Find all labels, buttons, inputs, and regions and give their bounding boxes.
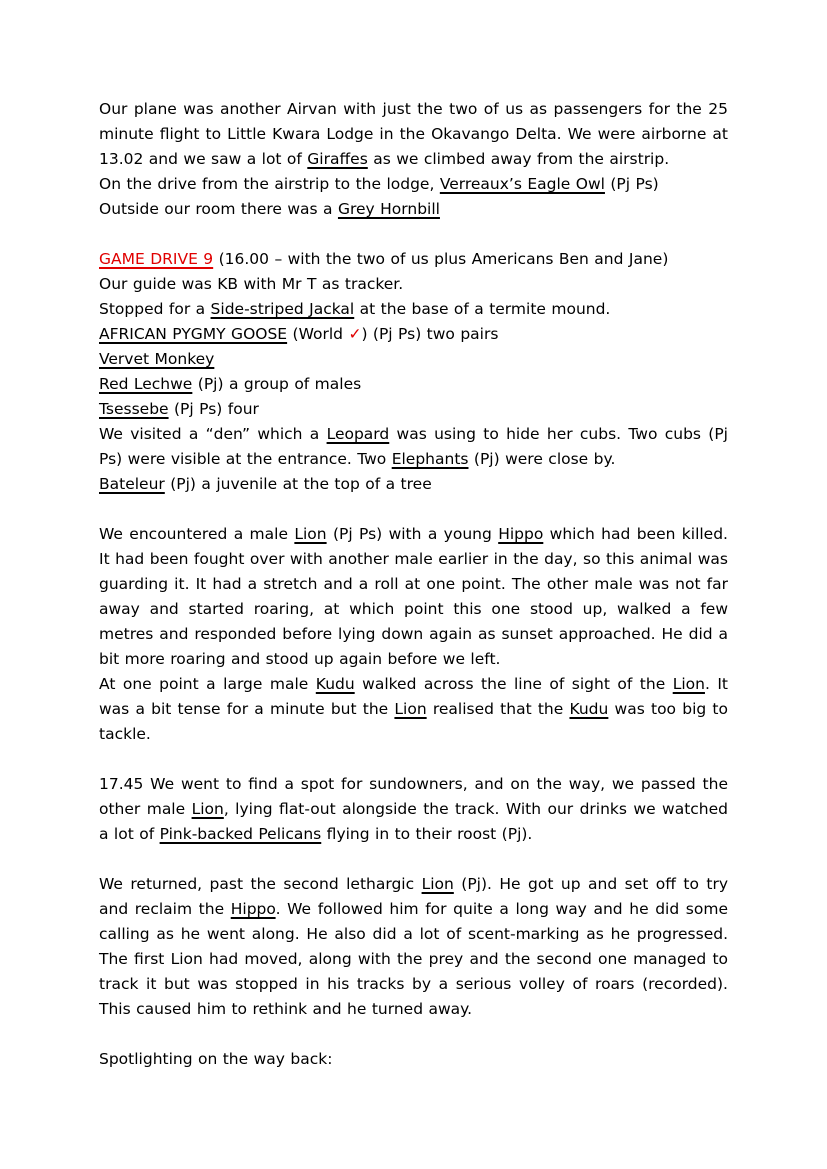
species-pink-backed-pelicans: Pink-backed Pelicans (159, 825, 322, 843)
text-run: At one point a large male (99, 675, 316, 693)
species-african-pygmy-goose: AFRICAN PYGMY GOOSE (99, 325, 288, 343)
text-run: 17.45 We went to find a spot for sundowners, and on the way, we passed the other male (99, 775, 728, 818)
text-run: (Pj) a group of males (192, 375, 362, 393)
species-lion: Lion (394, 700, 427, 718)
para-arrival-flight (99, 97, 728, 172)
para-kudu-lion (99, 672, 728, 747)
species-leopard: Leopard (326, 425, 390, 443)
text-run: was using to hide her cubs. Two cubs (Pj Ps) were visible at the entrance. Two (99, 425, 728, 468)
species-grey-hornbill: Grey Hornbill (337, 200, 440, 218)
species-kudu: Kudu (569, 700, 609, 718)
text-run: (Pj Ps) with a young (326, 525, 499, 543)
text-run: at the base of a termite mound. (354, 300, 611, 318)
line-drive-to-lodge (99, 172, 728, 197)
text-run: (Pj Ps) four (168, 400, 259, 418)
species-lion: Lion (294, 525, 327, 543)
text-run: walked across the line of sight of the (354, 675, 673, 693)
blank-line-4 (99, 847, 728, 872)
species-lion: Lion (672, 675, 705, 693)
line-african-pygmy-goose (99, 322, 728, 347)
text-run: , lying flat-out alongside the track. With our drinks we watched a lot of (99, 800, 728, 843)
text-run: Our plane was another Airvan with just the two of us as passengers for the 25 minute flight to Little Kwara Lodge in the Okavango Delta. We were airborne at 13.02 and we saw a lot of (99, 100, 728, 168)
species-giraffes: Giraffes (307, 150, 368, 168)
species-lion: Lion (421, 875, 454, 893)
species-lion: Lion (191, 800, 224, 818)
text-run: Outside our room there was a (99, 200, 338, 218)
line-tsessebe (99, 397, 728, 422)
text-run: (World (287, 325, 349, 343)
para-return-lion (99, 872, 728, 1022)
species-side-striped-jackal: Side-striped Jackal (210, 300, 355, 318)
blank-line-2 (99, 497, 728, 522)
text-run: (Pj) a juvenile at the top of a tree (164, 475, 432, 493)
para-sundowners (99, 772, 728, 847)
species-verreauxs-eagle-owl: Verreaux’s Eagle Owl (439, 175, 605, 193)
text-run: realised that the (426, 700, 570, 718)
species-elephants: Elephants (391, 450, 469, 468)
line-guide (99, 272, 728, 297)
text-run: was too big to tackle. (99, 700, 728, 743)
species-red-lechwe: Red Lechwe (99, 375, 193, 393)
species-bateleur: Bateleur (99, 475, 165, 493)
blank-line-1 (99, 222, 728, 247)
species-vervet-monkey: Vervet Monkey (99, 350, 215, 368)
text-run: Our guide was KB with Mr T as tracker. (99, 275, 404, 293)
red-checkmark-icon: ✓ (348, 325, 362, 343)
text-run: Spotlighting on the way back: (99, 1050, 333, 1068)
text-run: which had been killed. It had been fought over with another male earlier in the day, so this animal was guarding it. It had a stretch and a roll at one point. The other male was not far away and started roaring, at which point this one stood up, walked a few metres and responded before lying down again as sunset approached. He did a bit more roaring and stood up again before we left. (99, 525, 728, 668)
line-bateleur (99, 472, 728, 497)
text-run: as we climbed away from the airstrip. (367, 150, 670, 168)
line-grey-hornbill (99, 197, 728, 222)
species-tsessebe: Tsessebe (99, 400, 169, 418)
line-spotlighting (99, 1047, 728, 1072)
text-run: (16.00 – with the two of us plus Americans Ben and Jane) (213, 250, 669, 268)
species-hippo: Hippo (498, 525, 544, 543)
line-vervet-monkey (99, 347, 728, 372)
text-run: ) (Pj Ps) two pairs (361, 325, 499, 343)
text-run: We encountered a male (99, 525, 295, 543)
text-run: (Pj Ps) (604, 175, 659, 193)
blank-line-5 (99, 1022, 728, 1047)
para-leopard-den (99, 422, 728, 472)
game-drive-9-heading: GAME DRIVE 9 (99, 250, 214, 268)
text-run: (Pj) were close by. (468, 450, 616, 468)
text-run: (Pj). He got up and set off to try and reclaim the (99, 875, 729, 918)
species-kudu: Kudu (315, 675, 355, 693)
text-run: We returned, past the second lethargic (99, 875, 422, 893)
text-run: . It was a bit tense for a minute but the (99, 675, 728, 718)
text-run: On the drive from the airstrip to the lodge, (99, 175, 440, 193)
text-run: Stopped for a (99, 300, 211, 318)
blank-line-3 (99, 747, 728, 772)
para-lion-hippo-kill (99, 522, 728, 672)
species-hippo: Hippo (230, 900, 276, 918)
text-run: flying in to their roost (Pj). (321, 825, 533, 843)
text-run: We visited a “den” which a (99, 425, 327, 443)
line-side-striped-jackal (99, 297, 728, 322)
line-game-drive-9-heading (99, 247, 728, 272)
document-body (99, 97, 728, 1072)
line-red-lechwe (99, 372, 728, 397)
text-run: . We followed him for quite a long way and he did some calling as he went along. He also did a lot of scent-marking as he progressed. The first Lion had moved, along with the prey and the second one managed to track it but was stopped in his tracks by a serious volley of roars (recorded). This caused him to rethink and he turned away. (99, 900, 728, 1018)
